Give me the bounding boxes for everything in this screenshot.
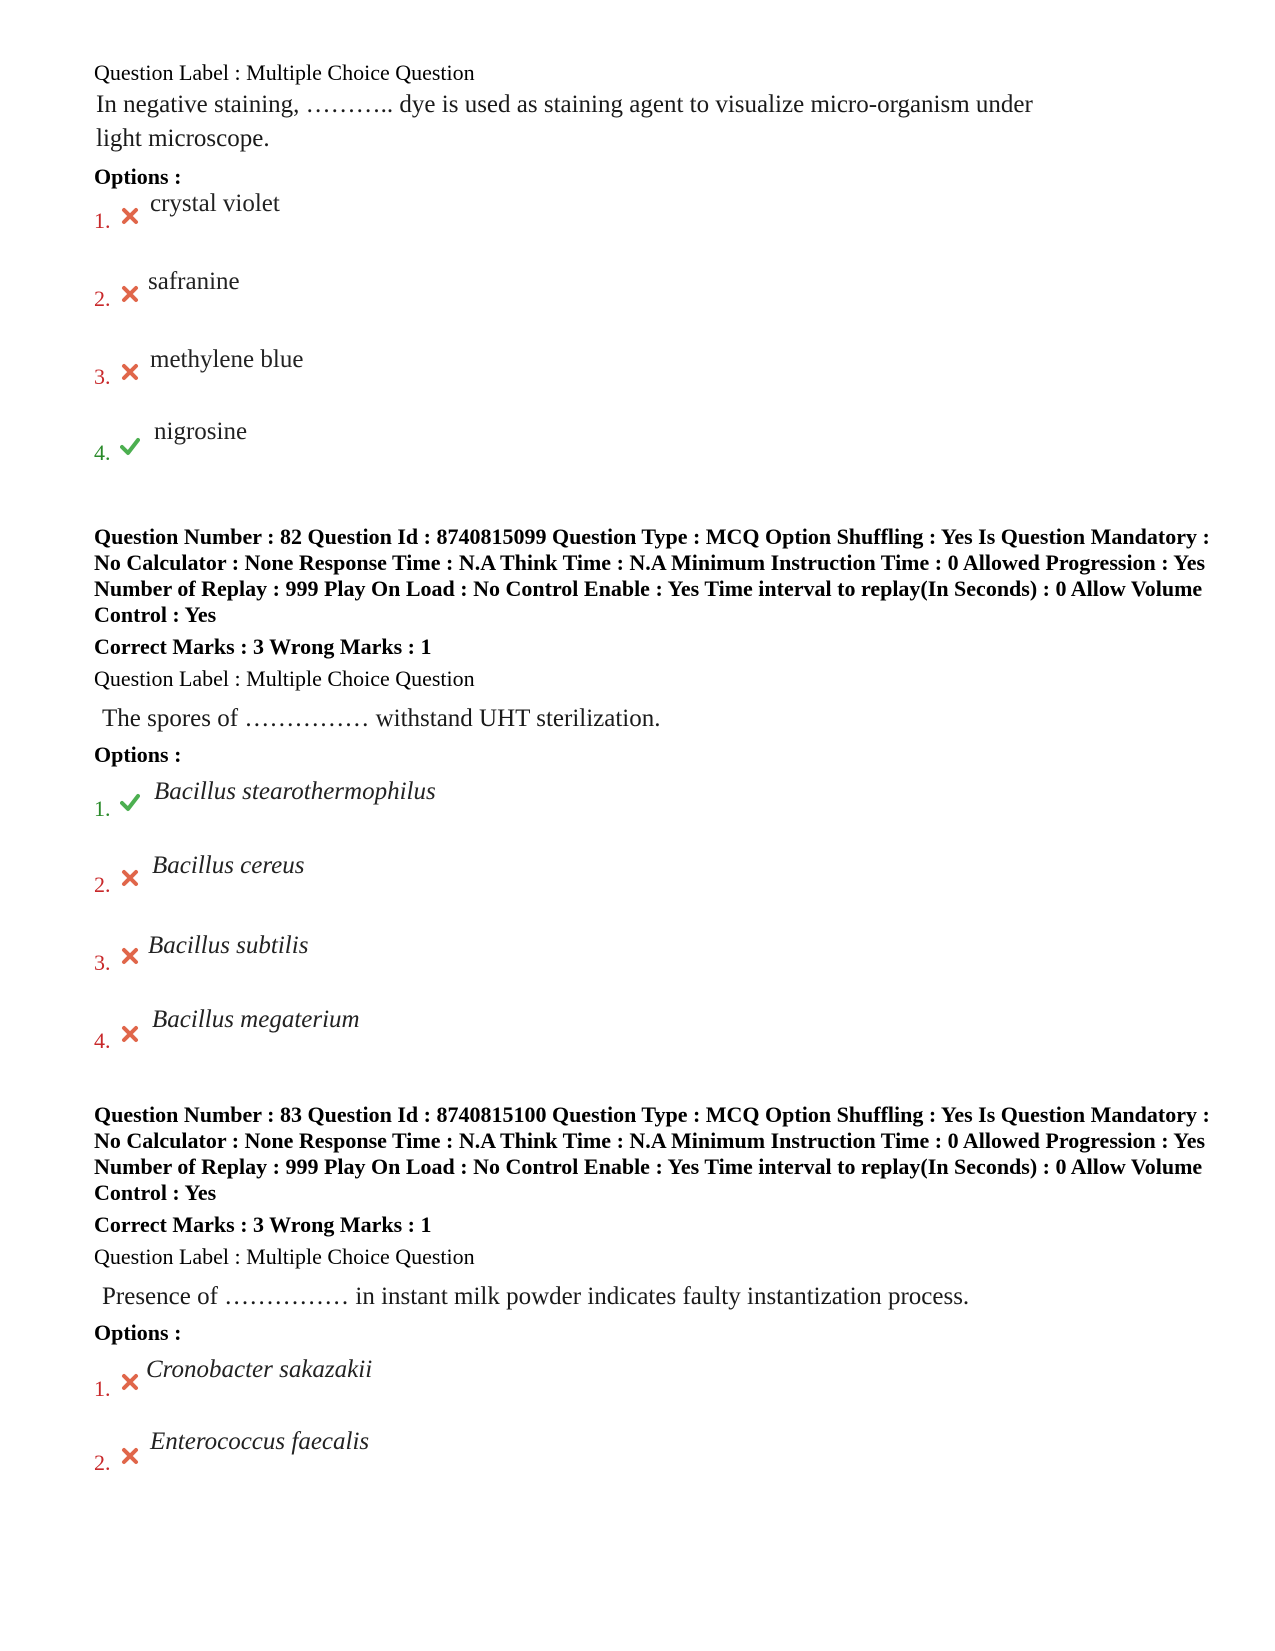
question-text: Presence of …………… in instant milk powder indicates faulty instantization process. — [102, 1283, 970, 1310]
option-text: Cronobacter sakazakii — [146, 1356, 373, 1383]
option-number: 4. — [94, 1028, 111, 1053]
option-text: Bacillus stearothermophilus — [154, 778, 436, 805]
question-text: The spores of …………… withstand UHT sterilization. — [102, 705, 661, 732]
cross-icon — [120, 284, 140, 304]
question-text: In negative staining, ……….. dye is used as staining agent to visualize micro-organism under light microscope. — [96, 91, 1033, 152]
option-2 — [94, 844, 1214, 922]
check-icon — [120, 436, 140, 456]
option-number: 1. — [94, 796, 111, 821]
document-page — [94, 60, 1214, 1498]
options-title: Options : — [94, 742, 182, 767]
cross-icon — [120, 206, 140, 226]
option-text: nigrosine — [154, 418, 248, 445]
question-block-81 — [94, 60, 1214, 522]
check-icon — [120, 792, 140, 812]
cross-icon — [120, 1024, 140, 1044]
question-meta: Question Number : 82 Question Id : 8740815099 Question Type : MCQ Option Shuffling : Yes Is Question Mandatory : No Calculator : None Response Time : N.A Think Time : N.A Minimum Instruction Time : 0 Allowed Progression : Yes Number of Replay : 999 Play On Load : No Control Enable : Yes Time interval to replay(In Seconds) : 0 Allow Volume Control : Yes — [94, 524, 1210, 627]
option-number: 3. — [94, 950, 111, 975]
question-marks: Correct Marks : 3 Wrong Marks : 1 — [94, 634, 432, 659]
question-block-82 — [94, 524, 1214, 1100]
option-3 — [94, 922, 1214, 1000]
option-text: Bacillus megaterium — [152, 1006, 360, 1033]
option-1 — [94, 768, 1214, 844]
question-label: Question Label : Multiple Choice Question — [94, 666, 475, 691]
option-1 — [94, 190, 1214, 268]
options-title: Options : — [94, 164, 182, 189]
option-3 — [94, 346, 1214, 422]
question-marks: Correct Marks : 3 Wrong Marks : 1 — [94, 1212, 432, 1237]
option-number: 4. — [94, 440, 111, 465]
option-number: 1. — [94, 1376, 111, 1401]
question-label: Question Label : Multiple Choice Question — [94, 1244, 475, 1269]
option-number: 2. — [94, 286, 111, 311]
option-text: Bacillus cereus — [152, 852, 305, 879]
option-number: 2. — [94, 872, 111, 897]
cross-icon — [120, 868, 140, 888]
option-text: methylene blue — [150, 346, 304, 373]
cross-icon — [120, 1446, 140, 1466]
option-4 — [94, 1000, 1214, 1100]
option-number: 2. — [94, 1450, 111, 1475]
option-text: crystal violet — [150, 190, 280, 217]
question-meta: Question Number : 83 Question Id : 8740815100 Question Type : MCQ Option Shuffling : Yes Is Question Mandatory : No Calculator : None Response Time : N.A Think Time : N.A Minimum Instruction Time : 0 Allowed Progression : Yes Number of Replay : 999 Play On Load : No Control Enable : Yes Time interval to replay(In Seconds) : 0 Allow Volume Control : Yes — [94, 1102, 1210, 1205]
option-1 — [94, 1346, 1214, 1420]
option-2 — [94, 268, 1214, 346]
option-text: Enterococcus faecalis — [150, 1428, 370, 1455]
cross-icon — [120, 1372, 140, 1392]
option-4 — [94, 418, 1214, 522]
cross-icon — [120, 362, 140, 382]
cross-icon — [120, 946, 140, 966]
option-number: 3. — [94, 364, 111, 389]
option-text: safranine — [148, 268, 240, 295]
option-text: Bacillus subtilis — [148, 932, 309, 959]
options-title: Options : — [94, 1320, 182, 1345]
question-block-83 — [94, 1102, 1214, 1498]
option-number: 1. — [94, 208, 111, 233]
question-label: Question Label : Multiple Choice Question — [94, 60, 475, 85]
option-2 — [94, 1420, 1214, 1498]
